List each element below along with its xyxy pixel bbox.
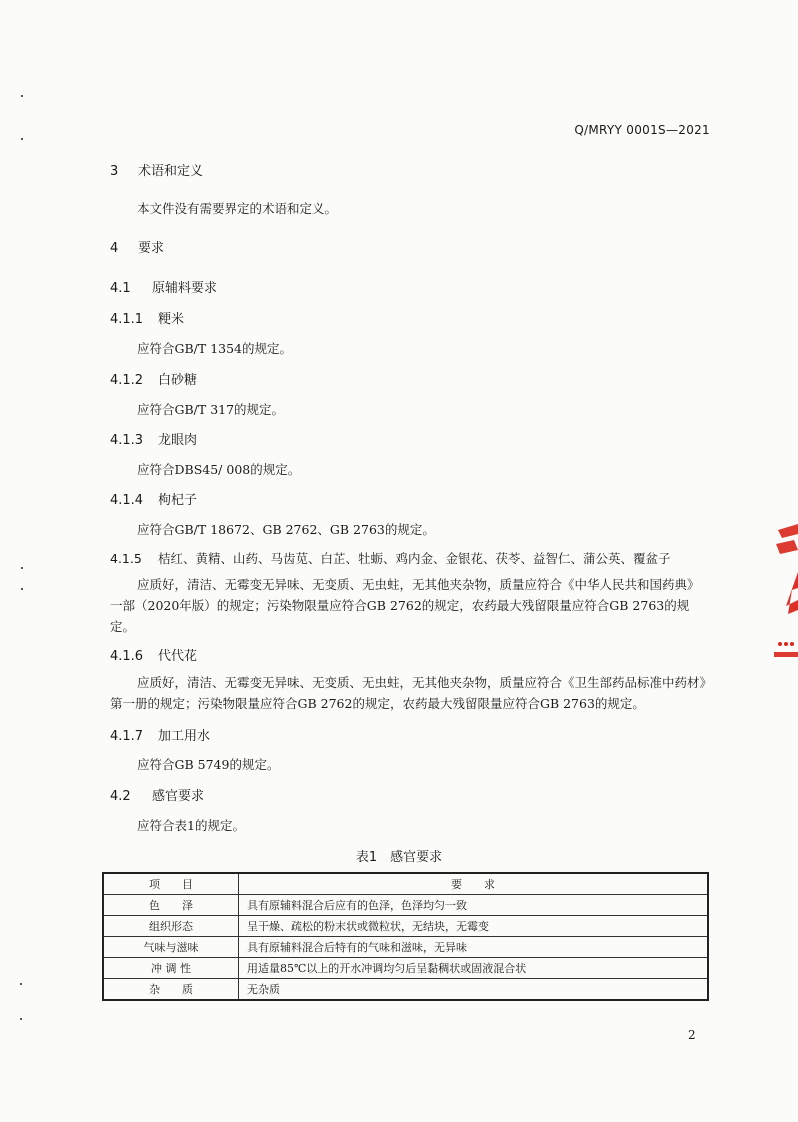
heading-title: 术语和定义 xyxy=(138,164,204,179)
table-cell-requirement: 无杂质 xyxy=(239,979,709,1001)
heading-number: 4.1.4 xyxy=(110,493,144,508)
table-cell-requirement: 呈干燥、疏松的粉末状或微粒状，无结块，无霉变 xyxy=(239,916,709,937)
table-cell-item: 色 泽 xyxy=(103,895,239,916)
paragraph-4-1-5: 应质好，清洁、无霉变无异味、无变质、无虫蛀，无其他夹杂物，质量应符合《中华人民共和国药典》一部（2020年版）的规定；污染物限量应符合GB 2762的规定，农药最大残留限量应符合GB 2763的规定。 xyxy=(110,577,700,634)
heading-4-1-7 xyxy=(110,725,210,744)
heading-title: 原辅料要求 xyxy=(152,281,218,296)
heading-4 xyxy=(110,237,164,256)
heading-number: 4.1.6 xyxy=(110,649,144,664)
scan-speck xyxy=(21,567,23,569)
table-header-row xyxy=(103,873,708,895)
heading-number: 3 xyxy=(110,164,119,179)
table-cell-requirement: 具有原辅料混合后应有的色泽，色泽均匀一致 xyxy=(239,895,709,916)
heading-4-1-6 xyxy=(110,645,197,664)
red-seal-fragment-icon xyxy=(768,510,798,680)
table-cell-item: 杂 质 xyxy=(103,979,239,1001)
table-cell-requirement: 具有原辅料混合后特有的气味和滋味，无异味 xyxy=(239,937,709,958)
table-row xyxy=(103,958,708,979)
heading-number: 4.2 xyxy=(110,789,131,804)
scan-speck xyxy=(21,588,23,590)
heading-title: 桔红、黄精、山药、马齿苋、白芷、牡蛎、鸡内金、金银花、茯苓、益智仁、蒲公英、覆盆子 xyxy=(158,551,671,566)
heading-title: 代代花 xyxy=(158,649,198,664)
table-cell-item: 气味与滋味 xyxy=(103,937,239,958)
heading-title: 枸杞子 xyxy=(158,493,198,508)
page-number: 2 xyxy=(688,1028,696,1042)
heading-number: 4.1.5 xyxy=(110,551,142,566)
heading-number: 4.1 xyxy=(110,281,131,296)
heading-title: 要求 xyxy=(138,241,165,256)
heading-number: 4.1.3 xyxy=(110,433,144,448)
heading-title: 白砂糖 xyxy=(158,373,198,388)
heading-4-1-3 xyxy=(110,429,197,448)
table-cell-requirement: 用适量85℃以上的开水冲调均匀后呈黏稠状或固液混合状 xyxy=(239,958,709,979)
heading-3 xyxy=(110,160,203,179)
heading-title: 感官要求 xyxy=(152,789,205,804)
table-row xyxy=(103,916,708,937)
table-caption: 表1 感官要求 xyxy=(355,850,443,865)
heading-title: 加工用水 xyxy=(158,729,211,744)
heading-number: 4 xyxy=(110,241,119,256)
heading-number: 4.1.7 xyxy=(110,729,144,744)
table-row xyxy=(103,895,708,916)
heading-4-1 xyxy=(110,277,217,296)
table-cell-item: 冲 调 性 xyxy=(103,958,239,979)
heading-4-1-1 xyxy=(110,308,184,327)
heading-number: 4.1.1 xyxy=(110,312,144,327)
table-row xyxy=(103,937,708,958)
paragraph-3: 本文件没有需要界定的术语和定义。 xyxy=(137,201,338,216)
heading-title: 粳米 xyxy=(158,312,185,327)
sensory-requirements-table xyxy=(102,872,709,1001)
paragraph-4-1-7: 应符合GB 5749的规定。 xyxy=(137,757,280,772)
table-cell-item: 组织形态 xyxy=(103,916,239,937)
heading-4-1-4 xyxy=(110,489,197,508)
table-row xyxy=(103,979,708,1001)
paragraph-4-1-6: 应质好，清洁、无霉变无异味、无变质、无虫蛀，无其他夹杂物，质量应符合《卫生部药品标准中药材》第一册的规定；污染物限量应符合GB 2762的规定，农药最大残留限量应符合GB 2763的规定。 xyxy=(110,675,706,711)
table-header-cell: 要 求 xyxy=(239,873,709,895)
scan-speck xyxy=(21,138,23,140)
scan-speck xyxy=(21,95,23,97)
heading-number: 4.1.2 xyxy=(110,373,144,388)
table-header-cell: 项 目 xyxy=(103,873,239,895)
heading-4-2 xyxy=(110,785,204,804)
heading-4-1-2 xyxy=(110,369,197,388)
paragraph-4-1-2: 应符合GB/T 317的规定。 xyxy=(137,402,285,417)
paragraph-4-2: 应符合表1的规定。 xyxy=(137,818,245,833)
paragraph-4-1-3: 应符合DBS45/ 008的规定。 xyxy=(137,462,301,477)
document-code: Q/MRYY 0001S—2021 xyxy=(574,123,710,137)
scan-speck xyxy=(20,983,22,985)
scan-speck xyxy=(20,1018,22,1020)
paragraph-4-1-4: 应符合GB/T 18672、GB 2762、GB 2763的规定。 xyxy=(137,522,435,537)
heading-4-1-5 xyxy=(110,549,671,567)
paragraph-4-1-1: 应符合GB/T 1354的规定。 xyxy=(137,341,293,356)
heading-title: 龙眼肉 xyxy=(158,433,198,448)
